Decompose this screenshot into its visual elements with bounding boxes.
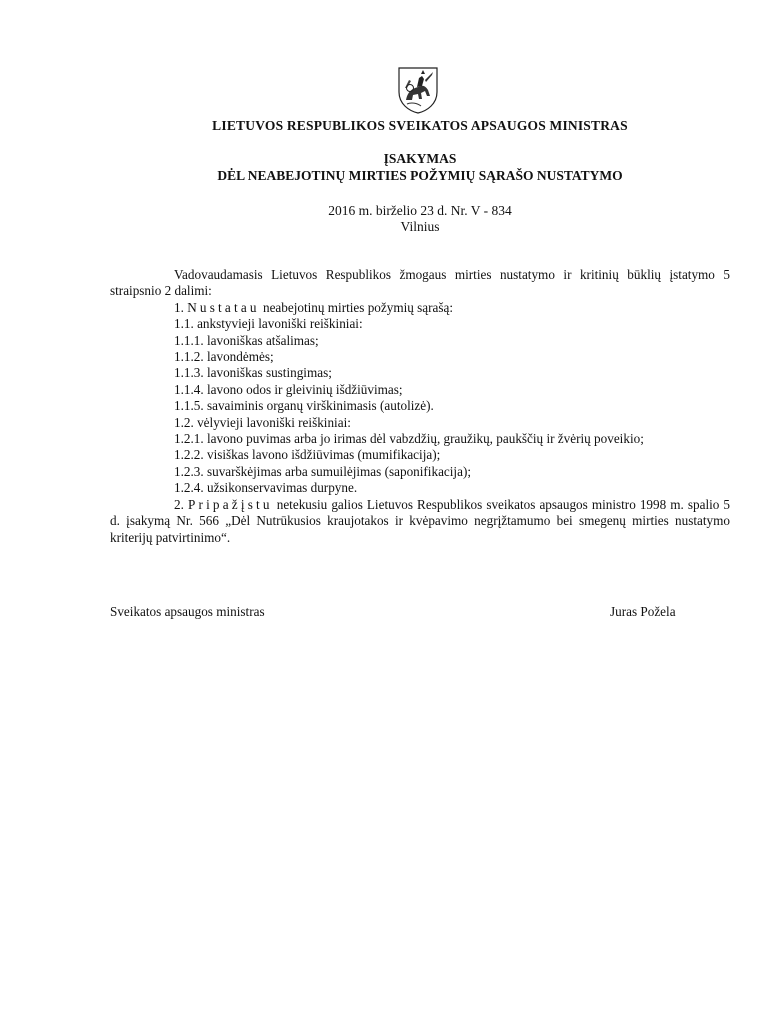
item-2-number: 2. bbox=[174, 496, 188, 512]
item-2-text: netekusiu galios Lietuvos Respublikos sveikatos apsaugos ministro 1998 m. spalio 5 d. įsakymą Nr. 566 „Dėl Nutrūkusios kraujotakos ir kvėpavimo negrįžtamumo bei smegenų mirties nustatymo kriterijų patvirtinimo“. bbox=[110, 496, 731, 545]
item-1 bbox=[110, 300, 730, 316]
intro-paragraph: Vadovaudamasis Lietuvos Respublikos žmogaus mirties nustatymo ir kritinių būklių įstatymo 5 straipsnio 2 dalimi: bbox=[110, 267, 730, 299]
list-item: 1.2.4. užsikonservavimas durpyne. bbox=[174, 480, 358, 496]
signatory-position: Sveikatos apsaugos ministras bbox=[110, 604, 265, 619]
list-item: 1.1.3. lavoniškas sustingimas; bbox=[174, 365, 332, 381]
list-item: 1.2.1. lavono puvimas arba jo irimas dėl vabzdžių, graužikų, paukščių ir žvėrių poveikio; bbox=[174, 431, 644, 447]
item-2-paragraph bbox=[110, 497, 730, 546]
list-item: 1.1.4. lavono odos ir gleivinių išdžiūvimas; bbox=[174, 381, 403, 397]
city: Vilnius bbox=[400, 219, 440, 234]
document-body bbox=[110, 267, 730, 546]
document-type: ĮSAKYMAS bbox=[383, 151, 457, 166]
list-item: 1.1. ankstyvieji lavoniški reiškiniai: bbox=[174, 316, 363, 332]
list-item: 1.2.2. visiškas lavono išdžiūvimas (mumifikacija); bbox=[174, 447, 441, 463]
item-2-verb: Pripažįstu bbox=[187, 496, 273, 512]
ministry-heading: LIETUVOS RESPUBLIKOS SVEIKATOS APSAUGOS MINISTRAS bbox=[212, 118, 628, 133]
date-number: 2016 m. birželio 23 d. Nr. V - 834 bbox=[328, 203, 512, 218]
document-title: DĖL NEABEJOTINŲ MIRTIES POŽYMIŲ SĄRAŠO NUSTATYMO bbox=[217, 168, 623, 183]
list-item: 1.2. vėlyvieji lavoniški reiškiniai: bbox=[174, 414, 351, 430]
lithuanian-coat-of-arms-icon bbox=[397, 66, 439, 114]
list-item: 1.1.5. savaiminis organų virškinimasis (autolizė). bbox=[174, 398, 434, 414]
list-item: 1.2.3. suvarškėjimas arba sumuilėjimas (saponifikacija); bbox=[174, 463, 472, 479]
list-item: 1.1.2. lavondėmės; bbox=[174, 349, 274, 365]
item-1-verb: Nustatau bbox=[187, 299, 260, 315]
item-1-text: neabejotinų mirties požymių sąrašą: bbox=[259, 299, 454, 315]
signatory-name: Juras Požela bbox=[610, 604, 676, 619]
item-1-number: 1. bbox=[174, 299, 188, 315]
list-item: 1.1.1. lavoniškas atšalimas; bbox=[174, 332, 319, 348]
